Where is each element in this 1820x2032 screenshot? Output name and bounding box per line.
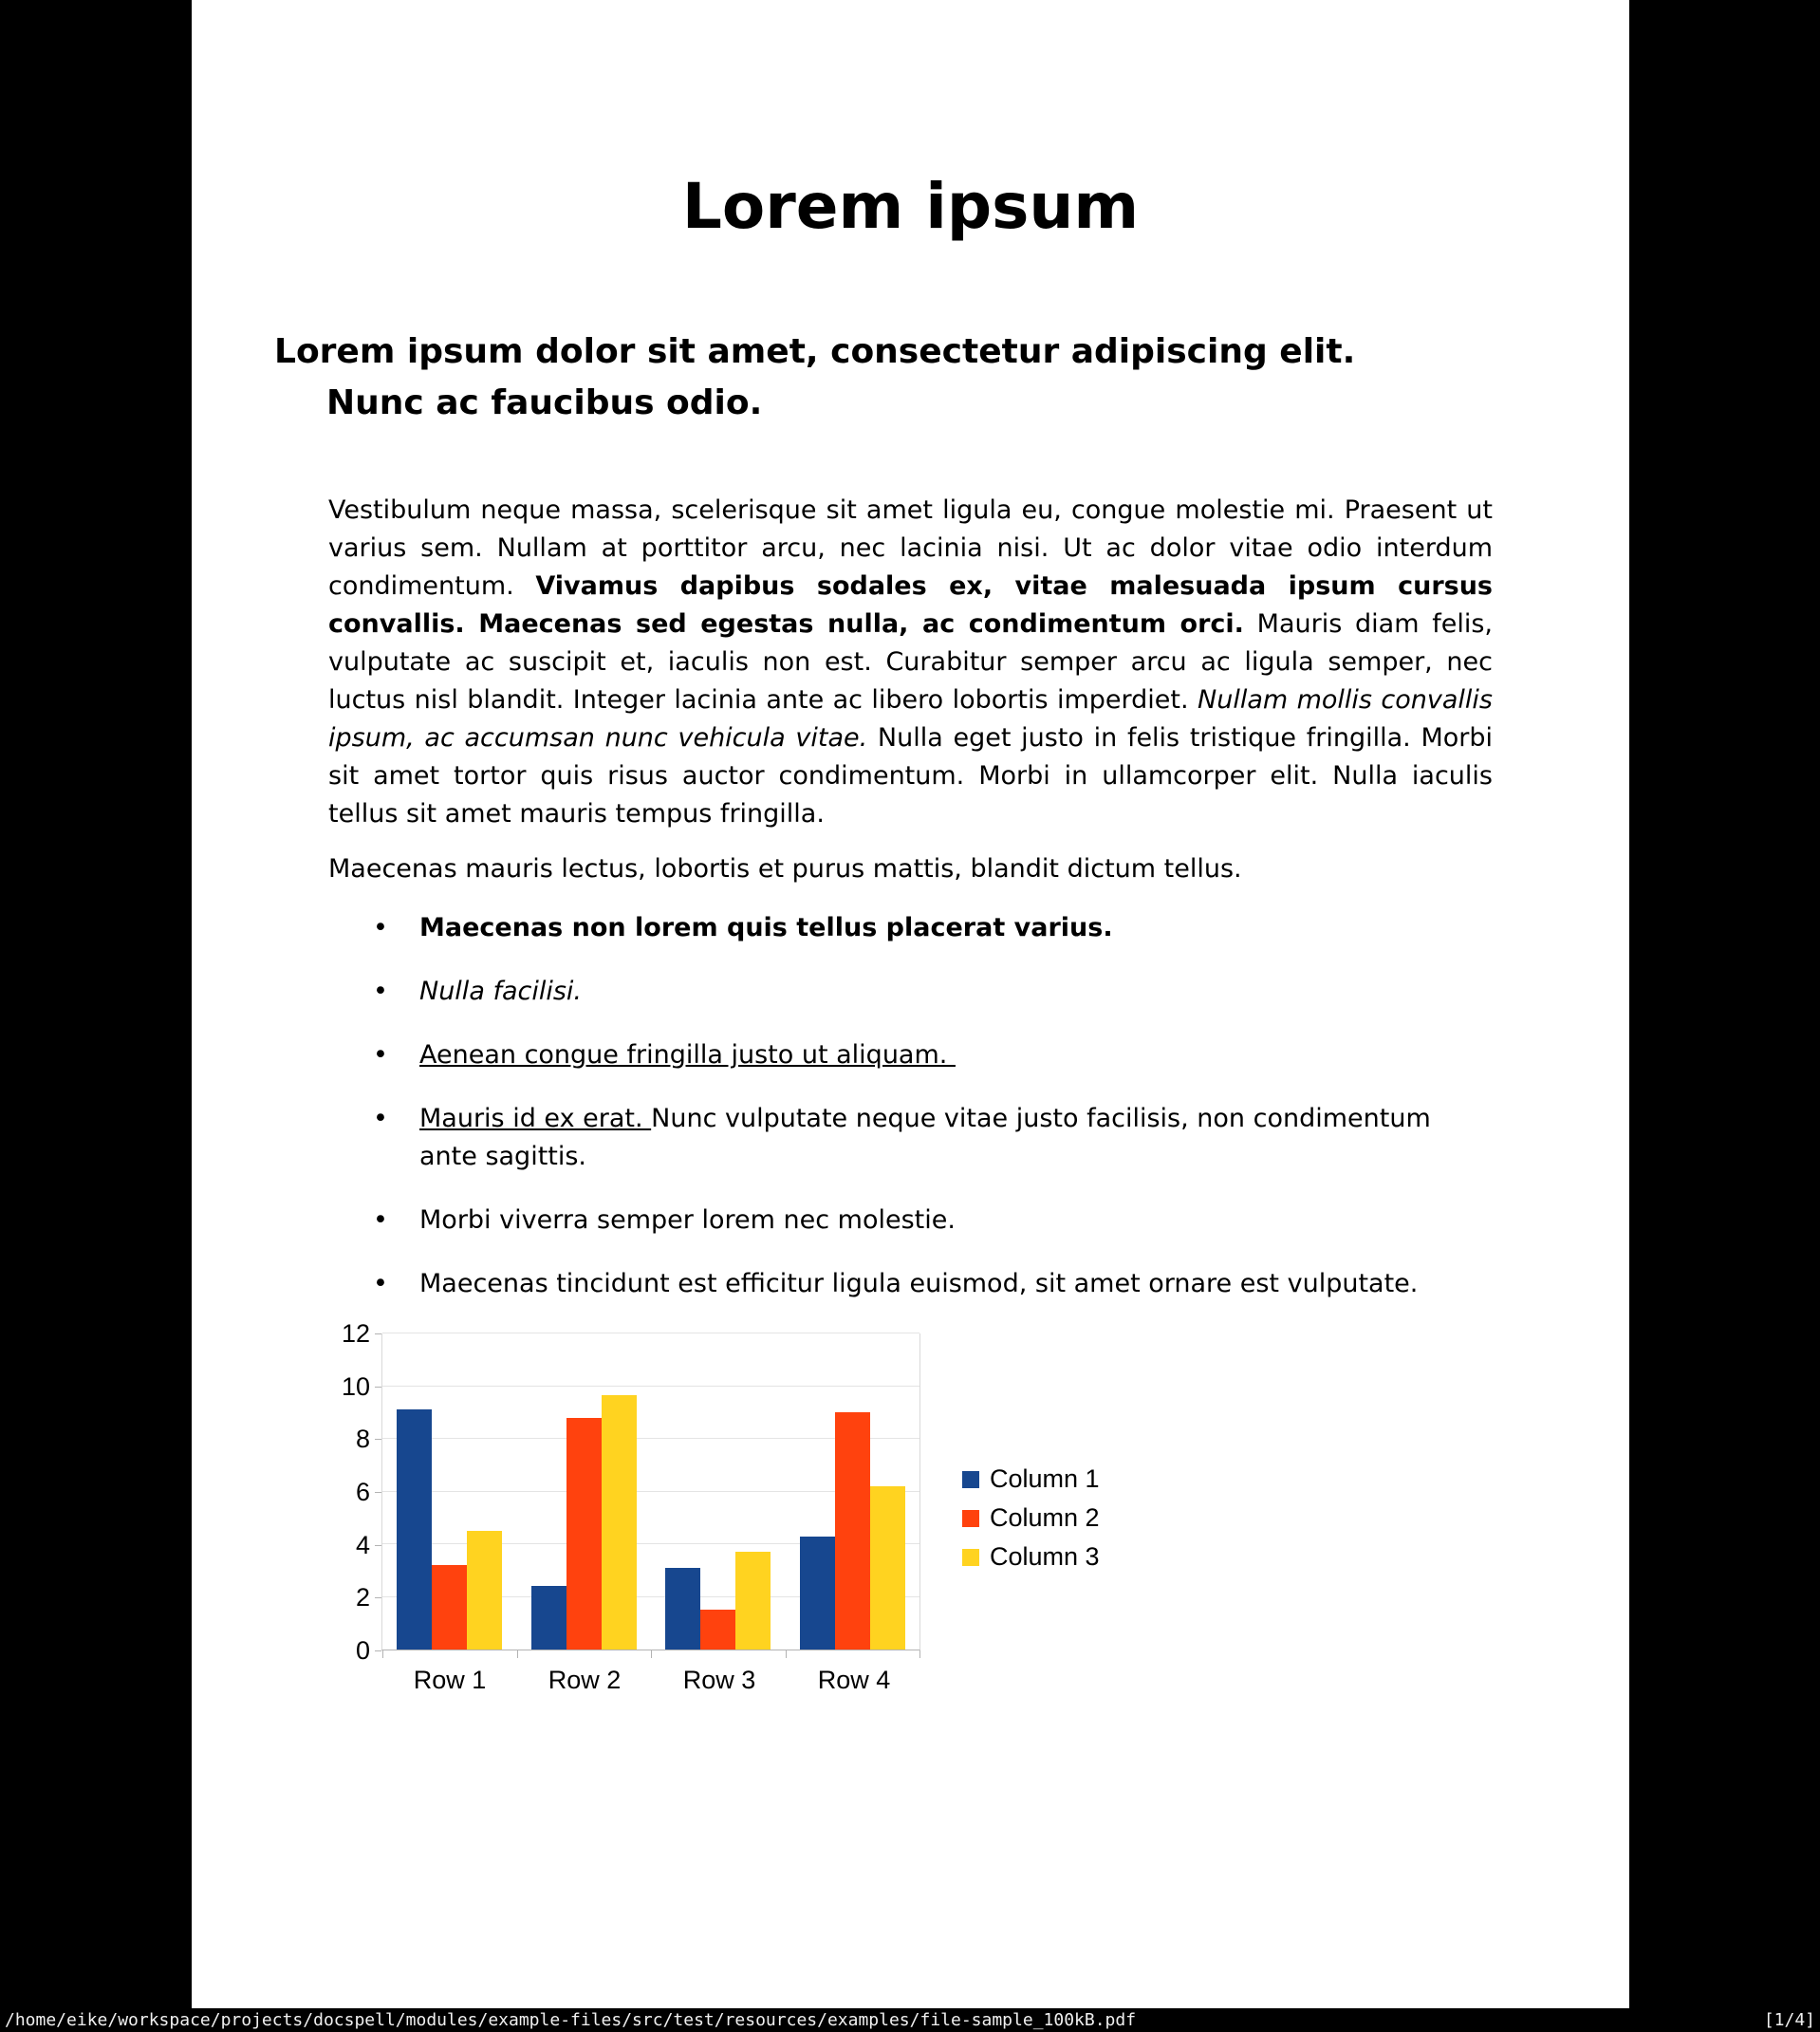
legend-label: Column 1 — [990, 1464, 1100, 1493]
list-item-4 — [328, 1100, 1493, 1176]
list-item-2 — [328, 973, 1493, 1011]
heading-line-2: Nunc ac faucibus odio. — [326, 383, 763, 422]
x-tick-mark — [517, 1650, 518, 1658]
text-segment-underline: Mauris id ex erat. — [419, 1104, 652, 1133]
bullet-icon: • — [373, 1205, 388, 1235]
chart-y-axis — [328, 1319, 381, 1665]
bar-column-1-row-3 — [665, 1568, 700, 1650]
y-tick-label-8: 8 — [355, 1425, 370, 1454]
x-tick-mark — [919, 1650, 920, 1658]
text-segment-underline: Aenean congue fringilla justo ut aliquam. — [419, 1040, 956, 1070]
y-tick-label-10: 10 — [341, 1371, 370, 1401]
y-tick-label-12: 12 — [341, 1319, 370, 1348]
bar-column-2-row-3 — [700, 1610, 735, 1650]
text-segment-italic: Nulla facilisi. — [419, 977, 582, 1006]
document-title: Lorem ipsum — [681, 170, 1140, 243]
y-tick-mark — [375, 1650, 381, 1651]
paragraph-intro-list: Maecenas mauris lectus, lobortis et purus mattis, blandit dictum tellus. — [328, 854, 1242, 884]
x-tick-mark — [651, 1650, 652, 1658]
legend-entry-column-2 — [962, 1503, 1100, 1533]
y-tick-mark — [375, 1439, 381, 1440]
bullet-icon: • — [373, 1040, 388, 1070]
y-tick-label-2: 2 — [355, 1583, 370, 1613]
x-axis-label-row-4: Row 4 — [817, 1666, 891, 1694]
text-segment-italic: Nullam mollis convallis ipsum, ac accumsan nunc vehicula vitae. — [328, 685, 1493, 753]
heading-line-1: Lorem ipsum dolor sit amet, consectetur adipiscing elit. — [274, 332, 1356, 371]
text-segment-normal: Vestibulum neque massa, scelerisque sit amet ligula eu, congue molestie mi. Praesent ut varius sem. Nullam at porttitor arcu, nec lacinia nisi. Ut ac dolor vitae odio interdum condimentum. — [328, 495, 1493, 601]
legend-swatch-icon — [962, 1549, 979, 1566]
legend-label: Column 3 — [990, 1542, 1100, 1571]
y-tick-mark — [375, 1492, 381, 1493]
x-axis-label-row-3: Row 3 — [682, 1666, 756, 1694]
x-tick-mark — [382, 1650, 383, 1658]
statusbar — [0, 2008, 1820, 2032]
bar-group-row-1 — [382, 1333, 517, 1650]
bar-column-1-row-4 — [800, 1537, 835, 1650]
statusbar-file-path: /home/eike/workspace/projects/docspell/modules/example-files/src/test/resources/examples/file-sample_100kB.pdf — [5, 2010, 1137, 2030]
legend-entry-column-1 — [962, 1464, 1100, 1494]
bar-group-row-3 — [651, 1333, 786, 1650]
text-segment-normal: Nunc vulputate neque vitae justo facilisis, non condimentum ante sagittis. — [419, 1104, 1431, 1171]
bullet-icon: • — [373, 1104, 388, 1133]
text-segment-normal: Maecenas tincidunt est efficitur ligula euismod, sit amet ornare est vulputate. — [419, 1269, 1419, 1298]
paragraph-main — [328, 492, 1493, 833]
text-segment-bold: Vivamus dapibus sodales ex, vitae malesuada ipsum cursus convallis. Maecenas sed egestas nulla, ac condimentum orci. — [328, 571, 1493, 639]
bullet-icon: • — [373, 977, 388, 1006]
legend-label: Column 2 — [990, 1503, 1100, 1532]
bar-group-row-4 — [786, 1333, 920, 1650]
text-segment-normal: Mauris diam felis, vulputate ac suscipit et, iaculis non est. Curabitur semper arcu ac ligula semper, nec luctus nisl blandit. Integer lacinia ante ac libero lobortis imperdiet. — [328, 609, 1493, 715]
chart-x-axis — [382, 1666, 921, 1695]
bullet-list — [328, 909, 1493, 1303]
bar-column-3-row-3 — [735, 1552, 771, 1650]
list-item-3 — [328, 1036, 1493, 1074]
bar-column-3-row-1 — [467, 1531, 502, 1650]
list-item-1 — [328, 909, 1493, 947]
document-heading — [274, 326, 1544, 429]
chart-plot-row — [328, 1319, 1493, 1665]
bar-column-2-row-4 — [835, 1412, 870, 1650]
x-tick-mark — [786, 1650, 787, 1658]
chart-legend — [962, 1464, 1100, 1581]
y-tick-label-6: 6 — [355, 1478, 370, 1506]
text-segment-normal: Morbi viverra semper lorem nec molestie. — [419, 1205, 956, 1235]
bar-group-row-2 — [517, 1333, 652, 1650]
bar-chart — [328, 1319, 1493, 1695]
bar-column-3-row-4 — [870, 1486, 905, 1650]
bar-column-1-row-2 — [531, 1586, 566, 1650]
x-axis-label-row-1: Row 1 — [413, 1666, 487, 1694]
text-segment-normal: Nulla eget justo in felis tristique fringilla. Morbi sit amet tortor quis risus auctor condimentum. Morbi in ullamcorper elit. Nulla iaculis tellus sit amet mauris tempus fringilla. — [328, 723, 1493, 829]
legend-entry-column-3 — [962, 1542, 1100, 1572]
legend-swatch-icon — [962, 1471, 979, 1488]
y-tick-label-0: 0 — [355, 1636, 370, 1665]
y-tick-mark — [375, 1597, 381, 1598]
chart-plot — [381, 1333, 920, 1650]
statusbar-page-indicator: [1/4] — [1763, 2010, 1815, 2030]
y-tick-mark — [375, 1387, 381, 1388]
y-tick-mark — [375, 1333, 381, 1334]
text-segment-bold: Maecenas non lorem quis tellus placerat varius. — [419, 913, 1113, 942]
y-tick-mark — [375, 1545, 381, 1546]
bar-column-2-row-1 — [432, 1565, 467, 1650]
bar-column-2-row-2 — [566, 1418, 602, 1650]
document-body — [328, 492, 1493, 1695]
list-item-6 — [328, 1265, 1493, 1303]
legend-swatch-icon — [962, 1510, 979, 1527]
x-axis-label-row-2: Row 2 — [548, 1666, 622, 1694]
bar-column-3-row-2 — [602, 1395, 637, 1650]
bullet-icon: • — [373, 1269, 388, 1298]
y-tick-label-4: 4 — [355, 1530, 370, 1559]
list-item-5 — [328, 1202, 1493, 1240]
bullet-icon: • — [373, 913, 388, 942]
bar-column-1-row-1 — [397, 1409, 432, 1650]
document-page[interactable] — [192, 0, 1629, 2008]
